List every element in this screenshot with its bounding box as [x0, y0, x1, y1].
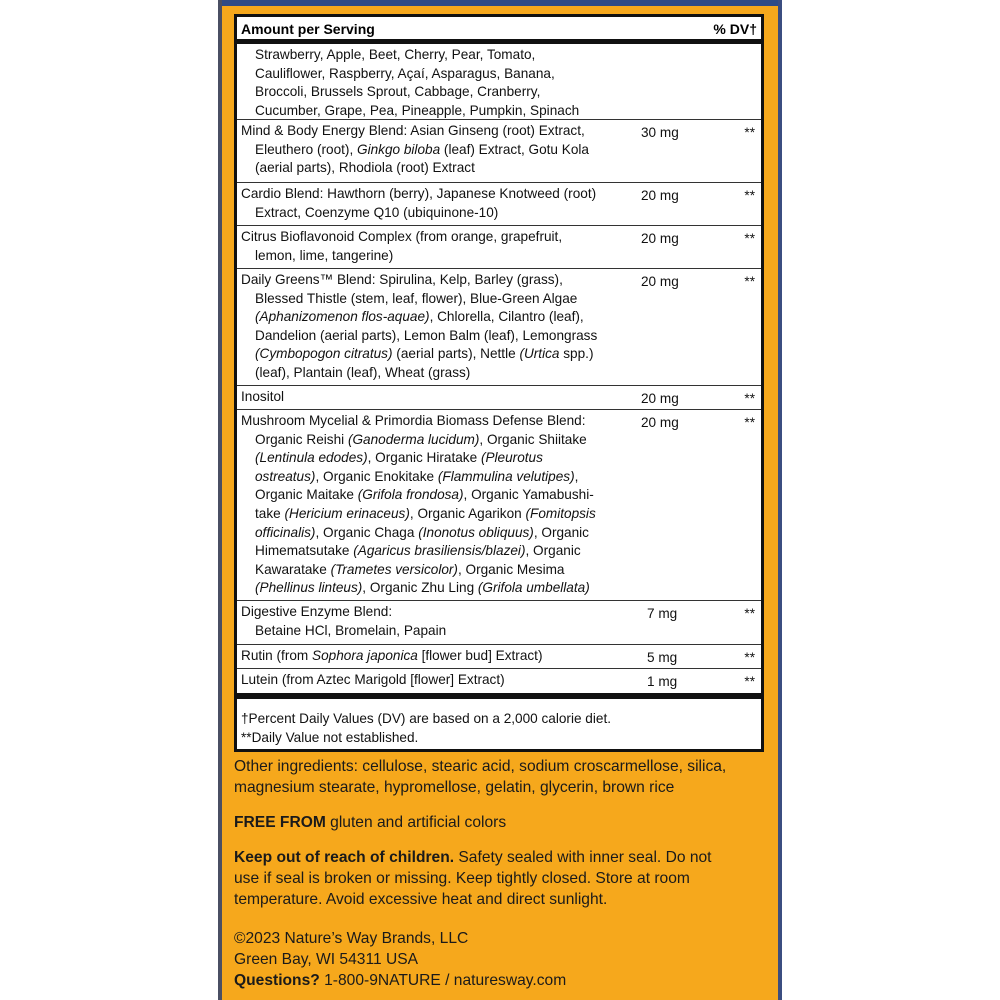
ingredient-text: , Organic — [533, 524, 589, 540]
free-from-statement — [234, 812, 764, 833]
daily-value: ** — [744, 415, 755, 430]
daily-value: ** — [744, 674, 755, 689]
daily-value: ** — [744, 391, 755, 406]
ingredient-text: Organic Maitake — [255, 487, 358, 503]
inositol-row — [237, 386, 761, 410]
ingredient-latin: (Cymbopogon citratus) — [255, 346, 393, 362]
amount: 30 mg — [641, 125, 679, 140]
ingredient-text: , Organic Zhu Ling — [362, 580, 478, 596]
mind-body-blend-row — [237, 120, 761, 183]
inositol-name — [241, 388, 621, 407]
amount: 20 mg — [641, 415, 679, 430]
ingredient-text: , Organic Shiitake — [479, 431, 587, 447]
ingredient-text: (leaf) Extract, Gotu Kola — [440, 141, 589, 157]
citrus-bioflavonoid-name — [241, 228, 621, 265]
ingredient-line: Inositol — [241, 389, 285, 404]
questions-label: Questions? — [234, 972, 320, 989]
footnote-dv: †Percent Daily Values (DV) are based on a 2,000 calorie diet. — [241, 711, 612, 726]
ingredient-text: , Organic — [525, 543, 581, 559]
ingredient-line: Dandelion (aerial parts), Lemon Balm (leaf), Lemongrass — [255, 327, 598, 343]
amount: 1 mg — [647, 674, 678, 689]
citrus-bioflavonoid-row — [237, 226, 761, 269]
ingredient-text: , Organic Agarikon — [409, 505, 526, 521]
amount: 20 mg — [641, 391, 679, 406]
panel-top-edge — [218, 0, 782, 6]
ingredient-line: lemon, lime, tangerine) — [255, 247, 394, 263]
ingredient-latin: ostreatus) — [255, 468, 316, 484]
supplement-facts-table — [234, 14, 764, 752]
label-panel — [218, 0, 782, 1000]
ingredient-text: (aerial parts), Nettle — [392, 346, 520, 362]
ingredient-line: Blessed Thistle (stem, leaf, flower), Blue-Green Algae — [255, 290, 578, 306]
ingredient-text: , Organic Hiratake — [367, 450, 481, 466]
ingredient-latin: (Trametes versicolor) — [330, 561, 458, 577]
company-info — [234, 928, 764, 991]
contact-info: 1-800-9NATURE / naturesway.com — [319, 972, 567, 989]
ingredient-latin: (Hericium erinaceus) — [284, 505, 410, 521]
company-address: Green Bay, WI 54311 USA — [234, 951, 419, 968]
ingredient-text: Organic Reishi — [255, 431, 348, 447]
ingredient-latin: officinalis) — [255, 524, 316, 540]
mushroom-defense-blend-row — [237, 410, 761, 601]
cardio-blend-row — [237, 183, 761, 226]
warning-text: use if seal is broken or missing. Keep tightly closed. Store at room — [234, 870, 690, 887]
ingredient-latin: (Agaricus brasiliensis/blazei) — [353, 543, 526, 559]
footnote-not-established: **Daily Value not established. — [241, 730, 419, 745]
ingredient-latin: (Flammulina velutipes) — [437, 468, 575, 484]
warning-statement — [234, 847, 764, 910]
ingredient-text: Eleuthero (root), — [255, 141, 357, 157]
warning-label: Keep out of reach of children. — [234, 849, 455, 866]
amount: 7 mg — [647, 606, 678, 621]
amount: 5 mg — [647, 650, 678, 665]
mushroom-blend-name — [241, 412, 621, 598]
ingredient-latin: (Grifola frondosa) — [357, 487, 464, 503]
daily-value: ** — [744, 188, 755, 203]
ingredient-text: take — [255, 505, 285, 521]
ingredient-text: Rutin (from — [241, 648, 313, 663]
digestive-enzyme-name — [241, 603, 621, 640]
panel-right-edge — [778, 0, 782, 1000]
ingredient-line: (aerial parts), Rhodiola (root) Extract — [255, 160, 475, 176]
rutin-name — [241, 647, 621, 666]
facts-header — [237, 17, 761, 44]
copyright: ©2023 Nature’s Way Brands, LLC — [234, 930, 469, 947]
ingredient-latin: (Fomitopsis — [525, 505, 596, 521]
ingredient-text: Himematsutake — [255, 543, 354, 559]
ingredient-text: Kawaratake — [255, 561, 331, 577]
lutein-row — [237, 669, 761, 699]
ingredient-latin: Ginkgo biloba — [357, 141, 441, 157]
other-ingredients-line: magnesium stearate, hypromellose, gelatin, glycerin, brown rice — [234, 779, 675, 796]
other-ingredients — [234, 756, 764, 798]
daily-greens-blend-row — [237, 269, 761, 386]
rutin-row — [237, 645, 761, 669]
ingredient-latin: Sophora japonica — [312, 648, 418, 663]
ingredient-latin: (Aphanizomenon flos-aquae) — [255, 309, 430, 325]
ingredient-line: Citrus Bioflavonoid Complex (from orange, grapefruit, — [241, 229, 563, 244]
daily-value-heading: % DV† — [713, 21, 757, 37]
ingredient-line: Cardio Blend: Hawthorn (berry), Japanese Knotweed (root) — [241, 186, 597, 201]
ingredient-latin: (Lentinula edodes) — [255, 450, 368, 466]
ingredient-line: Lutein (from Aztec Marigold [flower] Extract) — [241, 672, 505, 687]
ingredient-text: [flower bud] Extract) — [417, 648, 543, 663]
ingredient-latin: (Inonotus obliquus) — [418, 524, 534, 540]
daily-value: ** — [744, 606, 755, 621]
amount: 20 mg — [641, 274, 679, 289]
ingredient-latin: (Urtica — [519, 346, 560, 362]
ingredient-latin: (Phellinus linteus) — [255, 580, 363, 596]
ingredient-latin: (Pleurotus — [480, 450, 543, 466]
daily-value: ** — [744, 274, 755, 289]
daily-value: ** — [744, 231, 755, 246]
ingredient-line: (leaf), Plantain (leaf), Wheat (grass) — [255, 364, 471, 380]
ingredient-line: Mushroom Mycelial & Primordia Biomass Defense Blend: — [241, 413, 586, 428]
ingredient-text: , Organic Chaga — [315, 524, 419, 540]
cardio-blend-name — [241, 185, 621, 222]
daily-greens-blend-name — [241, 271, 621, 383]
warning-text: Safety sealed with inner seal. Do not — [454, 849, 712, 866]
ingredient-line: Betaine HCl, Bromelain, Papain — [255, 622, 447, 638]
ingredient-latin: (Grifola umbellata) — [477, 580, 590, 596]
amount: 20 mg — [641, 231, 679, 246]
facts-footnotes — [241, 709, 757, 747]
amount: 20 mg — [641, 188, 679, 203]
digestive-enzyme-blend-row — [237, 601, 761, 645]
ingredient-line: Mind & Body Energy Blend: Asian Ginseng (root) Extract, — [241, 123, 585, 138]
ingredient-line: Digestive Enzyme Blend: — [241, 604, 393, 619]
other-ingredients-line: Other ingredients: cellulose, stearic acid, sodium croscarmellose, silica, — [234, 758, 727, 775]
mind-body-blend-name — [241, 122, 621, 178]
warning-text: temperature. Avoid excessive heat and direct sunlight. — [234, 891, 608, 908]
ingredient-line: Extract, Coenzyme Q10 (ubiquinone-10) — [255, 204, 499, 220]
fruit-veg-line: Cauliflower, Raspberry, Açaí, Asparagus, Banana, — [255, 65, 555, 81]
ingredient-text: , Organic Enokitake — [315, 468, 438, 484]
lutein-name — [241, 671, 621, 690]
ingredient-text: spp.) — [559, 346, 594, 362]
panel-left-edge — [218, 0, 222, 1000]
daily-value: ** — [744, 125, 755, 140]
ingredient-latin: (Ganoderma lucidum) — [347, 431, 480, 447]
fruit-veg-line: Cucumber, Grape, Pea, Pineapple, Pumpkin, Spinach — [255, 102, 580, 118]
ingredient-text: , Chlorella, Cilantro (leaf), — [429, 309, 584, 325]
fruit-vegetable-list — [241, 46, 621, 120]
free-from-label: FREE FROM — [234, 814, 326, 831]
amount-per-serving-heading: Amount per Serving — [241, 21, 375, 37]
ingredient-text: , Organic Yamabushi- — [463, 487, 594, 503]
fruit-veg-line: Broccoli, Brussels Sprout, Cabbage, Cranberry, — [255, 84, 541, 100]
fruit-veg-line: Strawberry, Apple, Beet, Cherry, Pear, Tomato, — [255, 47, 536, 62]
ingredient-text: , — [574, 468, 579, 484]
free-from-text: gluten and artificial colors — [325, 814, 507, 831]
ingredient-line: Daily Greens™ Blend: Spirulina, Kelp, Barley (grass), — [241, 272, 563, 287]
fruit-vegetable-blend-row — [237, 44, 761, 120]
daily-value: ** — [744, 650, 755, 665]
ingredient-text: , Organic Mesima — [457, 561, 565, 577]
